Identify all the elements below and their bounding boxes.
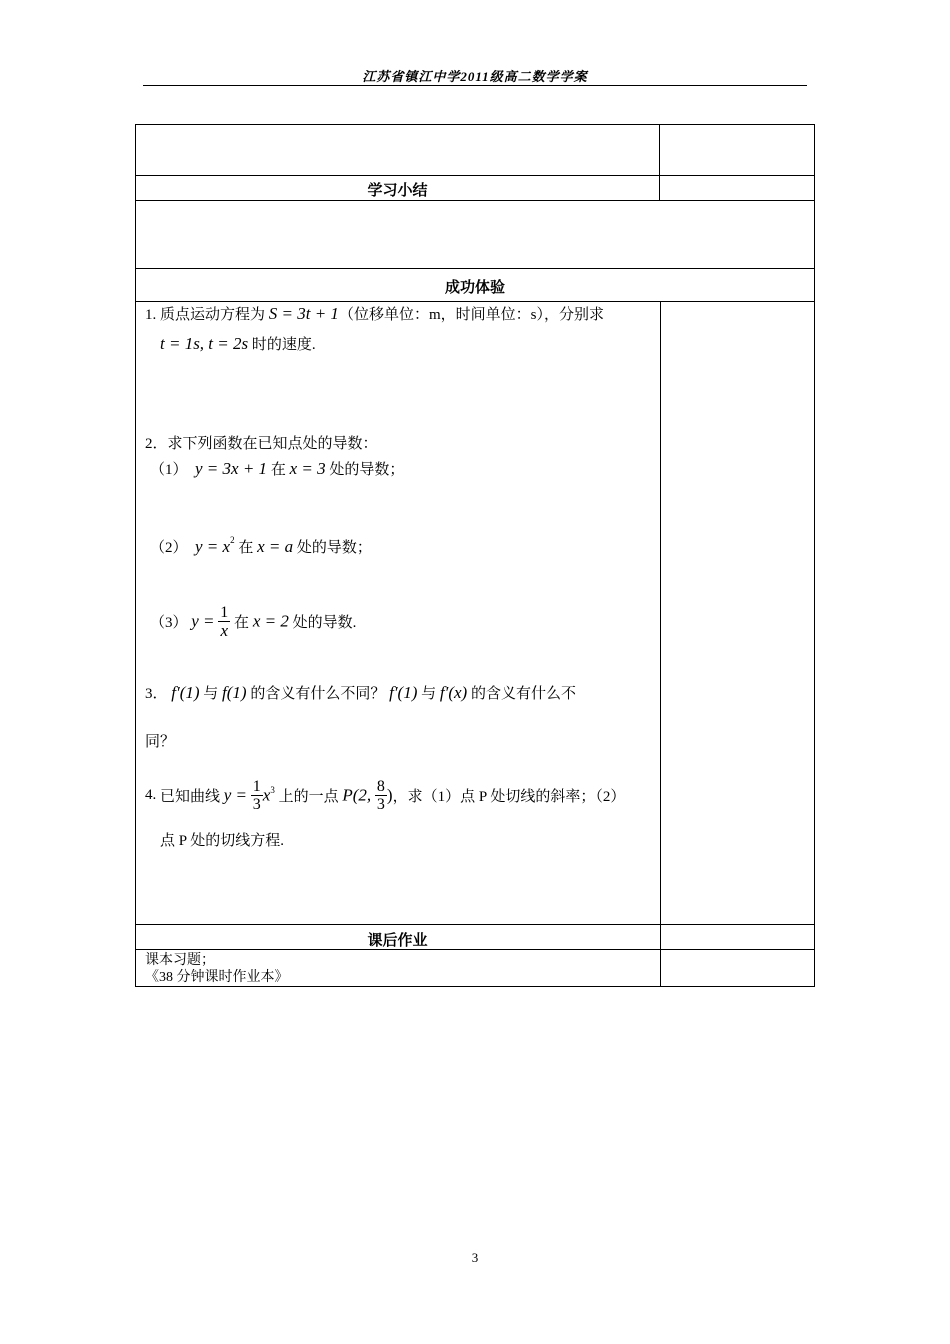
table-border-bottom	[135, 986, 815, 987]
question-2-part-2-end: 处的导数；	[293, 540, 372, 556]
question-4-exponent: 3	[270, 784, 275, 795]
question-2-part-3-label: （3）	[150, 615, 188, 631]
page-header-title: 江苏省镇江中学2011级高二数学学案	[362, 69, 588, 84]
page-number: 3	[471, 1250, 479, 1265]
question-3-line-1	[145, 682, 576, 703]
question-3-expr-2: f(1)	[222, 683, 247, 702]
homework-line-1: 课本习题；	[145, 953, 215, 968]
question-2-part-1-end: 处的导数；	[325, 462, 405, 478]
question-2-part-3-y: y =	[191, 611, 215, 631]
row-divider	[135, 200, 815, 201]
fraction-numerator: 1	[220, 604, 229, 621]
question-4-x: x	[262, 785, 271, 805]
row-divider	[135, 175, 815, 176]
table-border-top	[135, 124, 815, 125]
section-title-summary: 学习小结	[367, 182, 428, 199]
question-4-line-1	[145, 778, 625, 813]
question-2-part-1-function: y = 3x + 1	[195, 459, 268, 478]
question-3-expr-4: f′(x)	[439, 683, 468, 702]
question-1-line-2	[160, 333, 316, 354]
question-1-text-b: （位移单位：m，时间单位：s），分别求	[338, 307, 604, 323]
question-2-part-2-function: y = x	[195, 537, 231, 556]
column-divider	[660, 301, 661, 987]
table-border-left	[135, 124, 136, 987]
section-title-success: 成功体验	[444, 279, 505, 296]
question-2-part-3	[150, 604, 356, 639]
question-2-part-2-at: 在	[234, 540, 258, 556]
question-3-end: 的含义有什么不	[467, 686, 576, 702]
question-1-formula-a: S = 3t + 1	[268, 304, 339, 323]
question-3-line-2: 同？	[145, 734, 176, 750]
question-4-fraction-2	[375, 778, 387, 813]
question-1-formula-b: t = 1s, t = 2s	[160, 334, 249, 353]
question-1-text-c: 时的速度.	[248, 337, 316, 353]
table-border-right	[814, 124, 815, 987]
question-2-part-1-point: x = 3	[289, 459, 326, 478]
question-3-expr-3: f′(1)	[389, 683, 418, 702]
question-2-intro: 2．求下列函数在已知点处的导数：	[145, 436, 378, 452]
row-divider	[135, 301, 815, 302]
question-3-and-2: 与	[417, 686, 440, 702]
question-2-part-3-point: x = 2	[252, 611, 289, 631]
question-1-text-a: 质点运动方程为	[156, 307, 269, 323]
question-3-and-1: 与	[199, 686, 223, 702]
question-2-part-2-point: x = a	[257, 537, 294, 556]
question-3-mid: 的含义有什么不同？	[246, 686, 386, 702]
question-4-line-2: 点 P 处的切线方程.	[160, 833, 285, 849]
fraction-denominator: 3	[376, 796, 385, 813]
question-2-part-1-at: 在	[267, 462, 290, 478]
question-4-number: 4.	[145, 787, 157, 803]
question-4-point: P(2,	[342, 785, 372, 805]
fraction-denominator: 3	[252, 796, 261, 813]
question-4-text-c: ，求（1）点 P 处切线的斜率；（2）	[392, 789, 626, 805]
question-3-expr-1: f′(1)	[171, 683, 200, 702]
question-2-part-3-fraction	[218, 604, 230, 639]
question-2-part-3-end: 处的导数.	[288, 615, 357, 631]
question-4-fraction-1	[251, 778, 263, 813]
question-4-close: )	[386, 785, 393, 805]
question-4-text-a: 已知曲线	[156, 789, 224, 805]
row-divider	[135, 268, 815, 269]
fraction-numerator: 1	[252, 778, 261, 795]
section-title-homework: 课后作业	[367, 932, 428, 949]
question-2-part-2	[150, 535, 372, 557]
fraction-denominator: x	[220, 621, 229, 640]
homework-line-2: 《38 分钟课时作业本》	[145, 970, 289, 985]
question-2-part-2-exponent: 2	[230, 535, 235, 545]
question-2-part-2-label: （2）	[150, 540, 188, 556]
header-rule	[143, 85, 807, 86]
row-divider	[135, 924, 815, 925]
question-1-line-1	[145, 303, 604, 324]
question-2-part-1	[150, 458, 404, 479]
question-1-number: 1.	[145, 307, 157, 323]
question-2-part-3-at: 在	[230, 615, 253, 631]
fraction-numerator: 8	[376, 778, 385, 795]
question-4-y: y =	[223, 785, 248, 805]
question-2-part-1-label: （1）	[150, 462, 188, 478]
question-4-text-b: 上的一点	[274, 789, 343, 805]
question-3-number: 3．	[145, 686, 168, 702]
